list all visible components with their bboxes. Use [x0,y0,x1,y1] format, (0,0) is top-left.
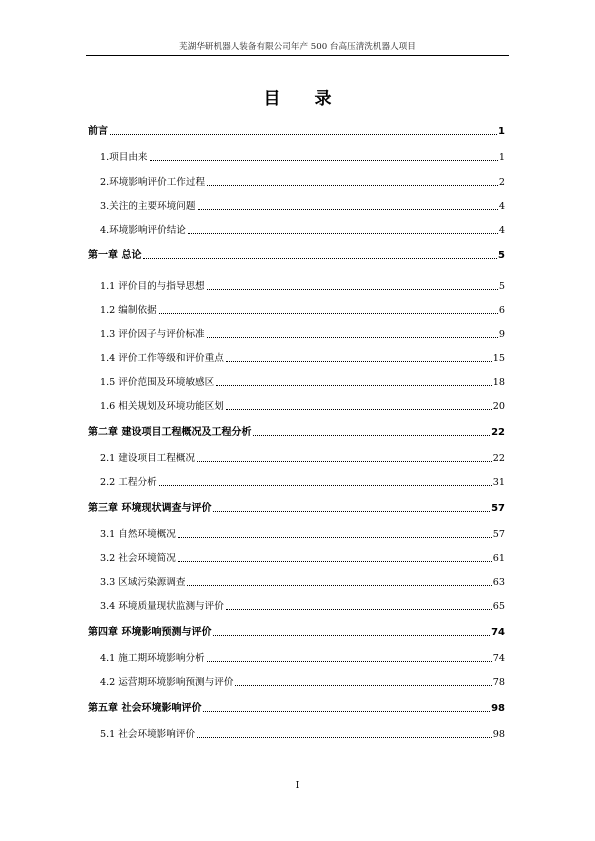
toc-section-entry[interactable] [88,524,505,540]
toc-chapter-entry[interactable] [88,245,505,261]
toc-entry-page: 18 [492,377,505,388]
toc-section-entry[interactable] [88,648,505,664]
dot-leader [203,710,490,712]
toc-entry-page: 98 [491,703,505,714]
toc-entry-page: 74 [492,653,505,664]
toc-entry-label: 4.1 施工期环境影响分析 [100,653,205,664]
toc-entry-label: 4.环境影响评价结论 [100,225,186,236]
dot-leader [213,510,490,512]
toc-chapter-entry[interactable] [88,622,505,638]
toc-section-entry[interactable] [88,172,505,188]
toc-entry-label: 2.环境影响评价工作过程 [100,177,206,188]
toc-section-entry[interactable] [88,572,505,588]
toc-entry-page: 9 [498,329,505,340]
toc-entry-label: 1.2 编制依据 [100,305,157,316]
toc-section-entry[interactable] [88,147,505,163]
toc-entry-label: 前言 [88,126,108,137]
toc-entry-label: 5.1 社会环境影响评价 [100,729,196,740]
toc-entry-page: 4 [498,201,505,212]
toc-entry-label: 1.项目由来 [100,152,148,163]
toc-entry-page: 31 [492,477,505,488]
toc-section-entry[interactable] [88,276,505,292]
toc-entry-label: 3.3 区域污染源调查 [100,577,186,588]
dot-leader [207,336,498,338]
dot-leader [110,133,497,135]
dot-leader [207,660,492,662]
dot-leader [207,184,498,186]
toc-entry-page: 57 [492,529,505,540]
toc-entry-page: 78 [492,677,505,688]
toc-chapter-entry[interactable] [88,121,505,137]
toc-entry-page: 6 [498,305,505,316]
toc-entry-label: 第三章 环境现状调查与评价 [88,503,212,514]
toc-entry-label: 第五章 社会环境影响评价 [88,703,202,714]
toc-entry-page: 5 [498,250,505,261]
toc-section-entry[interactable] [88,548,505,564]
dot-leader [207,288,498,290]
toc-section-entry[interactable] [88,724,505,740]
page-number: I [295,781,300,791]
toc-entry-page: 57 [491,503,505,514]
toc-entry-label: 1.5 评价范围及环境敏感区 [100,377,215,388]
dot-leader [197,736,492,738]
toc-entry-page: 98 [492,729,505,740]
dot-leader [159,484,492,486]
toc-entry-label: 3.1 自然环境概况 [100,529,176,540]
toc-entry-label: 1.6 相关规划及环境功能区划 [100,401,224,412]
running-header: 芜湖华研机器人装备有限公司年产 500 台高压清洗机器人项目 [86,40,509,56]
toc-section-entry[interactable] [88,472,505,488]
toc-entry-page: 5 [498,281,505,292]
toc-section-entry[interactable] [88,596,505,612]
toc-entry-label: 2.2 工程分析 [100,477,157,488]
dot-leader [150,159,498,161]
dot-leader [226,608,492,610]
toc-entry-page: 1 [498,152,505,163]
toc-section-entry[interactable] [88,220,505,236]
dot-leader [188,232,498,234]
toc-section-entry[interactable] [88,396,505,412]
toc-entry-page: 63 [492,577,505,588]
toc-entry-label: 3.2 社会环境简况 [100,553,176,564]
toc-entry-label: 第一章 总论 [88,250,142,261]
toc-section-entry[interactable] [88,196,505,212]
dot-leader [187,584,491,586]
toc-entry-page: 20 [492,401,505,412]
toc-section-entry[interactable] [88,372,505,388]
toc-entry-page: 61 [492,553,505,564]
dot-leader [178,560,492,562]
toc-entry-page: 15 [492,353,505,364]
dot-leader [213,634,490,636]
toc-entry-page: 22 [492,453,505,464]
dot-leader [253,434,490,436]
toc-entry-label: 1.4 评价工作等级和评价重点 [100,353,224,364]
toc-entry-page: 4 [498,225,505,236]
toc-section-entry[interactable] [88,448,505,464]
dot-leader [235,684,491,686]
toc-section-entry[interactable] [88,324,505,340]
toc-entry-label: 1.3 评价因子与评价标准 [100,329,205,340]
toc-section-entry[interactable] [88,672,505,688]
toc-entry-label: 4.2 运营期环境影响预测与评价 [100,677,234,688]
toc-entry-label: 2.1 建设项目工程概况 [100,453,196,464]
dot-leader [198,208,498,210]
toc-section-entry[interactable] [88,348,505,364]
dot-leader [143,257,497,259]
dot-leader [159,312,498,314]
toc-entry-label: 第四章 环境影响预测与评价 [88,627,212,638]
toc-entry-page: 74 [491,627,505,638]
page-title: 目 录 [263,89,346,109]
toc-entry-label: 3.关注的主要环境问题 [100,201,196,212]
toc-chapter-entry[interactable] [88,422,505,438]
toc-entry-page: 22 [491,427,505,438]
toc-entry-page: 1 [498,126,505,137]
dot-leader [178,536,492,538]
toc-chapter-entry[interactable] [88,698,505,714]
dot-leader [216,384,492,386]
toc-entry-label: 3.4 环境质量现状监测与评价 [100,601,224,612]
toc-section-entry[interactable] [88,300,505,316]
toc-chapter-entry[interactable] [88,498,505,514]
dot-leader [226,360,492,362]
dot-leader [197,460,492,462]
toc-entry-page: 65 [492,601,505,612]
toc-entry-label: 1.1 评价目的与指导思想 [100,281,205,292]
toc-entry-page: 2 [498,177,505,188]
dot-leader [226,408,492,410]
toc-entry-label: 第二章 建设项目工程概况及工程分析 [88,427,252,438]
